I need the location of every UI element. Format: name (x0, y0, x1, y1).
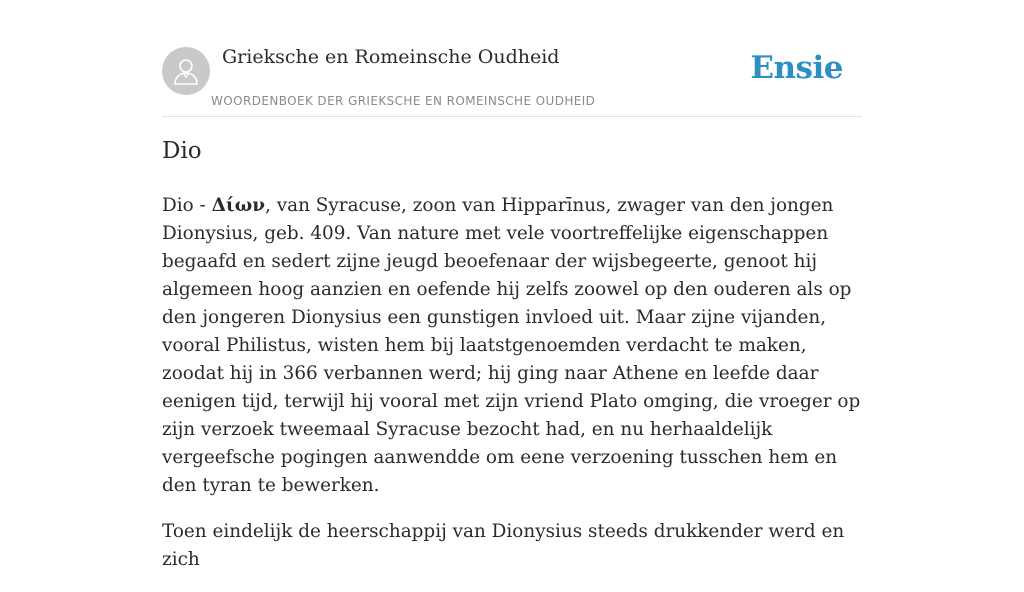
entry-body (162, 192, 862, 592)
ensie-logo[interactable]: Ensie (750, 50, 843, 86)
entry-text: , van Syracuse, zoon van Hipparīnus, zwager van den jongen Dionysius, geb. 409. Van nature met vele voortreffelijke eigenschappen begaafd en sedert zijne jeugd beoefenaar der wijsbegeerte, genoot hij algemeen hoog aanzien en oefende hij zelfs zoowel op den ouderen als op den jongeren Dionysius een gunstigen invloed uit. Maar zijne vijanden, vooral Philistus, wisten hem bij laatstgenoemden verdacht te maken, zoodat hij in 366 verbannen werd; hij ging naar Athene en leefde daar eenigen tijd, terwijl hij vooral met zijn vriend Plato omging, die vroeger op zijn verzoek tweemaal Syracuse bezocht had, en nu herhaaldelijk vergeefsche pogingen aanwendde om eene verzoening tusschen hem en den tyran te bewerken. (162, 195, 861, 496)
greek-name: Δίων (211, 195, 266, 216)
header (162, 0, 862, 117)
entry-paragraph (162, 192, 862, 500)
book-subtitle[interactable]: WOORDENBOEK DER GRIEKSCHE EN ROMEINSCHE OUDHEID (211, 94, 596, 108)
book-title[interactable]: Grieksche en Romeinsche Oudheid (222, 46, 560, 68)
entry-paragraph: Toen eindelijk de heerschappij van Dionysius steeds drukkender werd en zich (162, 521, 845, 570)
avatar[interactable] (162, 47, 210, 95)
entry-lead: Dio - (162, 195, 212, 216)
page-title: Dio (162, 138, 202, 164)
page-container (162, 0, 862, 570)
user-icon (173, 57, 199, 85)
